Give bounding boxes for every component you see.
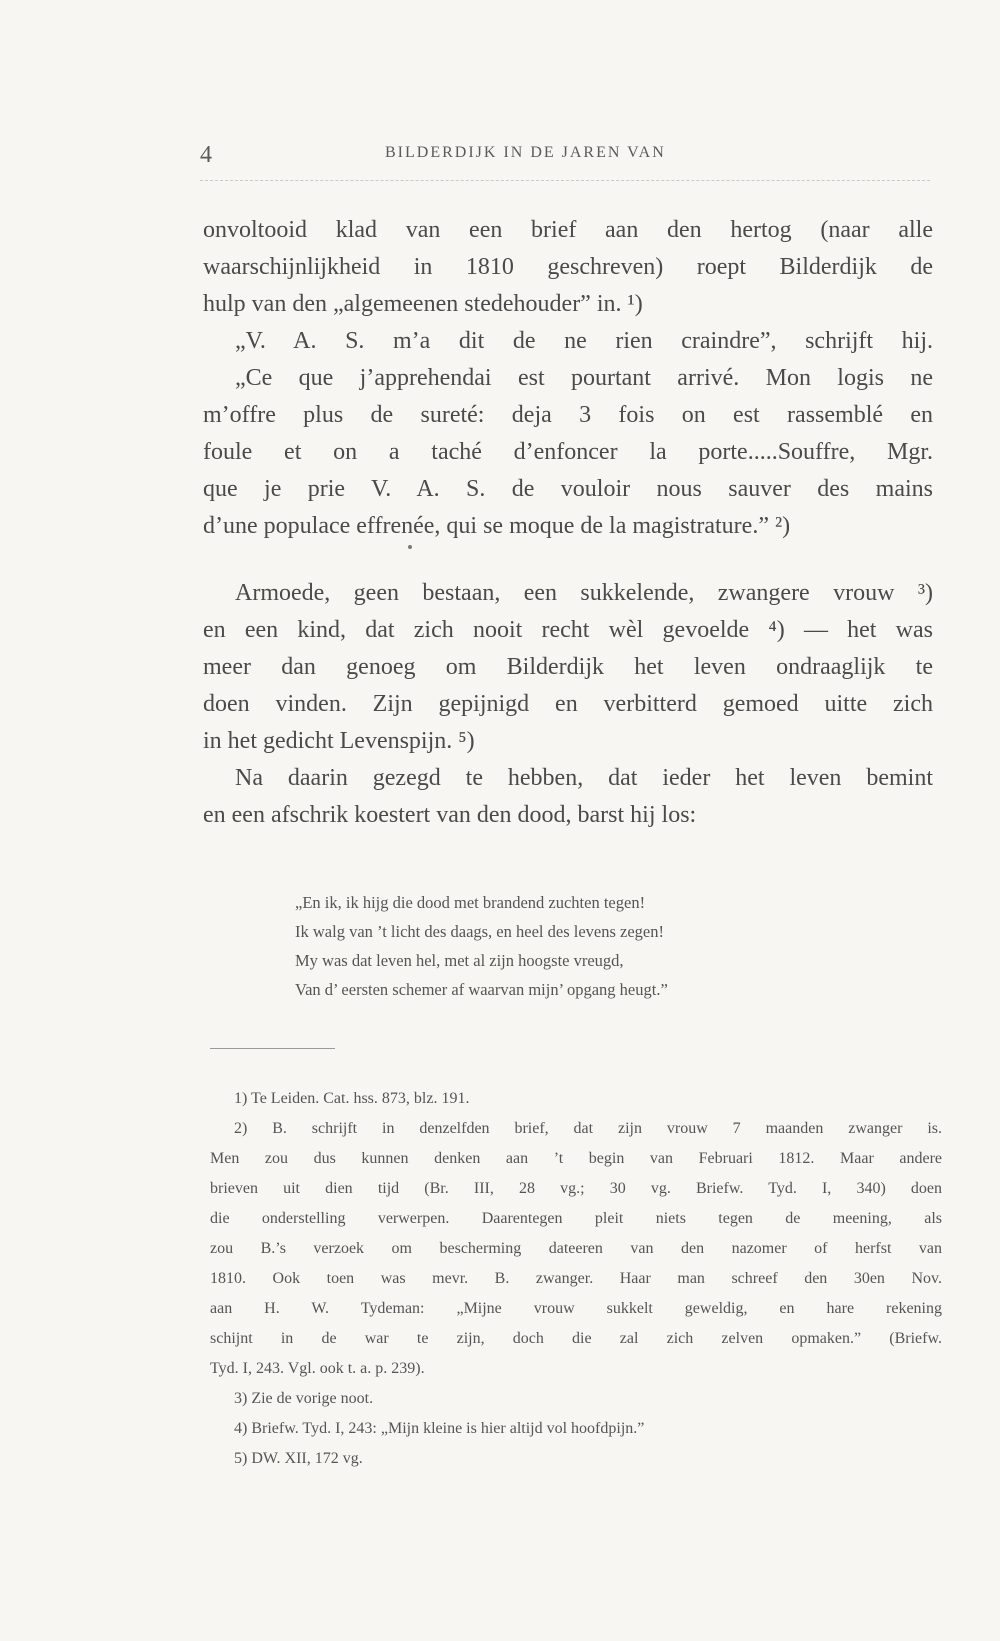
text-line: en een kind, dat zich nooit recht wèl gevoelde ⁴) — het was: [203, 617, 933, 643]
poem-line: „En ik, ik hijg die dood met brandend zuchten tegen!: [295, 893, 646, 912]
section-separator: [203, 545, 933, 575]
page-header: [200, 140, 930, 181]
text-line: hulp van den „algemeenen stedehouder” in. ¹): [203, 291, 643, 317]
poem-line: My was dat leven hel, met al zijn hoogste vreugd,: [295, 951, 624, 970]
footnote-line: brieven uit dien tijd (Br. III, 28 vg.; 30 vg. Briefw. Tyd. I, 340) doen: [210, 1180, 942, 1197]
text-line: foule et on a taché d’enfoncer la porte.....Souffre, Mgr.: [203, 439, 933, 465]
footnote-line: Tyd. I, 243. Vgl. ook t. a. p. 239).: [210, 1360, 425, 1377]
footnote-rule: [210, 1048, 335, 1049]
footnote-line: 1810. Ook toen was mevr. B. zwanger. Haar man schreef den 30en Nov.: [210, 1270, 942, 1287]
text-line: doen vinden. Zijn gepijnigd en verbitterd gemoed uitte zich: [203, 691, 933, 717]
page-number: 4: [200, 142, 212, 168]
running-title: BILDERDIJK IN DE JAREN VAN: [385, 144, 666, 161]
poem-line: Ik walg van ’t licht des daags, en heel des levens zegen!: [295, 922, 664, 941]
footnote-line: schijnt in de war te zijn, doch die zal zich zelven opmaken.” (Briefw.: [210, 1330, 942, 1347]
footnote-line: aan H. W. Tydeman: „Mijne vrouw sukkelt geweldig, en hare rekening: [210, 1300, 942, 1317]
text-line: m’offre plus de sureté: deja 3 fois on est rassemblé en: [203, 402, 933, 428]
body-text: [203, 212, 933, 834]
text-line: en een afschrik koestert van den dood, barst hij los:: [203, 802, 697, 828]
footnote-line: 2) B. schrijft in denzelfden brief, dat zijn vrouw 7 maanden zwanger is.: [234, 1120, 942, 1137]
text-line: „Ce que j’apprehendai est pourtant arrivé. Mon logis ne: [235, 365, 933, 391]
text-line: „V. A. S. m’a dit de ne rien craindre”, schrijft hij.: [235, 328, 933, 354]
text-line: waarschijnlijkheid in 1810 geschreven) roept Bilderdijk de: [203, 254, 933, 280]
poem-quotation: [295, 888, 855, 1004]
text-line: Armoede, geen bestaan, een sukkelende, zwangere vrouw ³): [235, 580, 933, 606]
footnotes: [210, 1084, 942, 1474]
footnote-line: Men zou dus kunnen denken aan ’t begin van Februari 1812. Maar andere: [210, 1150, 942, 1167]
poem-line: Van d’ eersten schemer af waarvan mijn’ opgang heugt.”: [295, 980, 668, 999]
text-line: onvoltooid klad van een brief aan den hertog (naar alle: [203, 217, 933, 243]
footnote-line: 1) Te Leiden. Cat. hss. 873, blz. 191.: [234, 1090, 470, 1107]
text-line: d’une populace effrenée, qui se moque de la magistrature.” ²): [203, 513, 791, 539]
footnote-line: 5) DW. XII, 172 vg.: [234, 1450, 363, 1467]
text-line: in het gedicht Levenspijn. ⁵): [203, 728, 475, 754]
footnote-line: 3) Zie de vorige noot.: [234, 1390, 374, 1407]
text-line: que je prie V. A. S. de vouloir nous sauver des mains: [203, 476, 933, 502]
footnote-line: 4) Briefw. Tyd. I, 243: „Mijn kleine is hier altijd vol hoofdpijn.”: [234, 1420, 645, 1437]
footnote-line: zou B.’s verzoek om bescherming dateeren van den nazomer of herfst van: [210, 1240, 942, 1257]
footnote-line: die onderstelling verwerpen. Daarentegen pleit niets tegen de meening, als: [210, 1210, 942, 1227]
separator-dot: [408, 545, 412, 549]
text-line: meer dan genoeg om Bilderdijk het leven ondraaglijk te: [203, 654, 933, 680]
text-line: Na daarin gezegd te hebben, dat ieder het leven bemint: [235, 765, 933, 791]
